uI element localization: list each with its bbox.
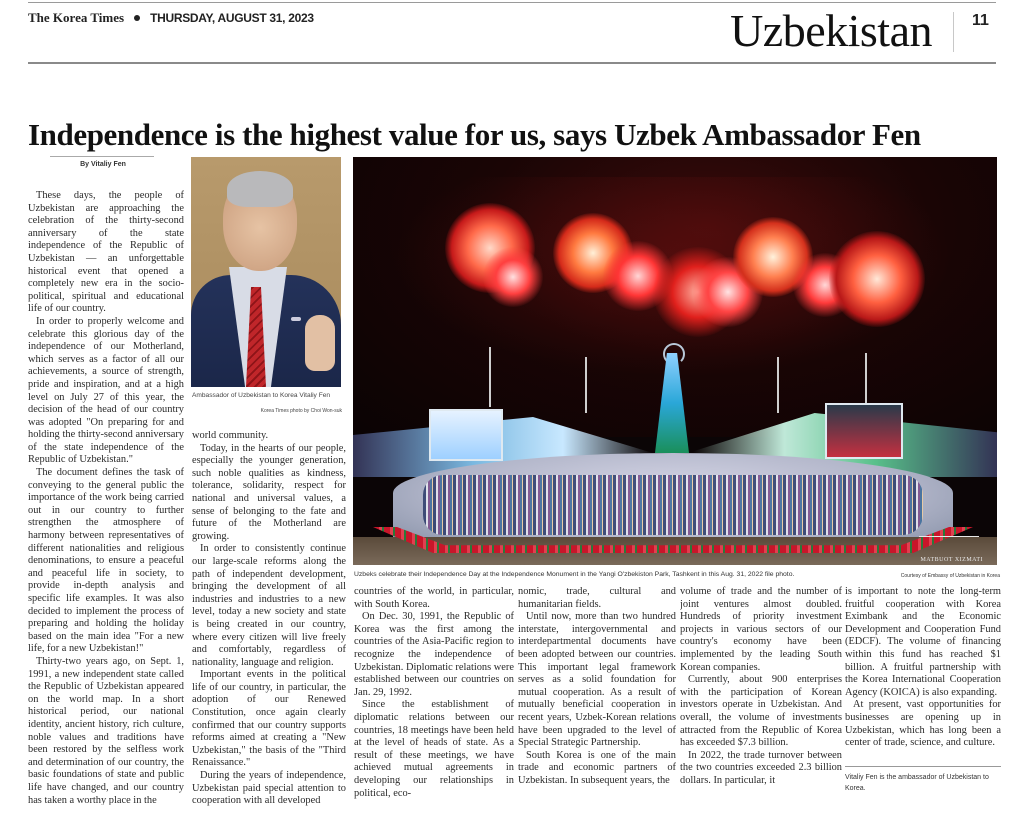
article-paragraph: Until now, more than two hundred interstate, intergovernmental and interdepartmental documents have been adopted between our countries. This important legal framework serves as a solid foundation for mutual cooperation. As a result of mutually beneficial cooperation in recent years, Uzbek-Korean relations have been upgraded to the level of Special Strategic Partnership. — [518, 611, 676, 749]
article-paragraph: In 2022, the trade turnover between the two countries exceeded 2.3 billion dollars. In particular, it — [680, 749, 842, 786]
article-paragraph: Important events in the political life of our country, in particular, the adoption of our Renewed Constitution, once again clearly confirmed that our country supports reforms aimed at creating a "New Uzbekistan," the basis of the "Third Renaissance." — [192, 669, 346, 769]
article-column-2 — [192, 430, 346, 808]
article-paragraph: Since the establishment of diplomatic relations between our countries, 18 meetings have been held at the level of heads of state. As a result of these meetings, we have achieved mutual agreements in developing our relationships in political, eco- — [354, 699, 514, 799]
light-pole — [489, 347, 491, 407]
independence-day-photo — [353, 157, 997, 565]
page-number-divider — [953, 12, 954, 52]
article-column-1 — [28, 190, 184, 805]
article-paragraph: These days, the people of Uzbekistan are approaching the celebration of the thirty-second anniversary of the state independence of the Republic of Uzbekistan — an unforgettable historical event that opened a completely new era in the socio-political, spiritual and educational life of our country. — [28, 190, 184, 315]
article-paragraph: Thirty-two years ago, on Sept. 1, 1991, a new independent state called the Republic of Uzbekistan appeared on the world map. In a short historical period, our national identity, ancient history, rich culture, noble values and traditions have been restored by the selfless work and determination of our country, the basic foundations of state and public life have changed, and our country has taken a worthy place in the — [28, 655, 184, 805]
hand-shape — [305, 315, 335, 371]
top-rule — [28, 2, 996, 3]
byline: By Vitaliy Fen — [80, 161, 126, 168]
article-column-5 — [680, 586, 842, 808]
portrait-credit: Korea Times photo by Choi Won-suk — [260, 408, 342, 414]
article-paragraph: volume of trade and the number of joint ventures almost doubled. Hundreds of priority investment projects in various sectors of our country's economy have been implemented by the leading South Korean companies. — [680, 586, 842, 673]
article-paragraph: Currently, about 900 enterprises with the participation of Korean investors operate in Uzbekistan. And overall, the volume of investments attracted from the Republic of Korea has exceeded $7.3 billion. — [680, 674, 842, 749]
article-paragraph: At present, vast opportunities for businesses are opening up in Uzbekistan, which has long been a center of trade, science, and culture. — [845, 699, 1001, 749]
light-pole — [777, 357, 779, 413]
masthead-rule — [28, 62, 996, 64]
article-paragraph: The document defines the task of conveying to the general public the importance of the work being carried out in our country to further strengthen the atmosphere of harmony between representatives of different nationalities and religious denominations, to ensure a peaceful and peaceful life in society, to provide in-depth analysis and specific life examples. It was also decided to implement the process of preparing and holding the holiday based on the main idea "For a new life, for a new Uzbekistan!" — [28, 467, 184, 655]
right-video-screen — [825, 403, 903, 459]
article-paragraph: During the years of independence, Uzbekistan paid special attention to cooperation with all developed — [192, 770, 346, 807]
article-headline: Independence is the highest value for us, says Uzbek Ambassador Fen — [28, 116, 921, 152]
article-column-6 — [845, 586, 1001, 756]
press-service-watermark: MATBUOT XIZMATI — [920, 557, 983, 563]
article-paragraph: countries of the world, in particular, with South Korea. — [354, 586, 514, 610]
lapel-pin-shape — [291, 317, 301, 321]
byline-rule — [50, 156, 154, 157]
article-column-4 — [518, 586, 676, 808]
page-number: 11 — [972, 12, 989, 29]
article-paragraph: In order to consistently continue our large-scale reforms along the path of independent development, bringing the development of all industries and industries to a new level, today a new society and state is being created in our country, where every citizen will live freely and comfortably, regardless of nationality, language and religion. — [192, 543, 346, 668]
bullet-icon — [134, 15, 140, 21]
ambassador-portrait-photo — [191, 157, 341, 387]
author-note-rule — [845, 766, 1001, 767]
firework-burst — [483, 247, 543, 307]
event-photo-credit: Courtesy of Embassy of Uzbekistan in Korea — [900, 573, 1000, 579]
article-paragraph: In order to properly welcome and celebrate this glorious day of the independence of our Motherland, which serves as a factor of all our achievements, a source of strength, pride and inspiration, and at a high level on July 27 of this year, the decision of the head of our country was adopted "On preparing for and holding the thirty-second anniversary of the state independence of the Republic of Uzbekistan." — [28, 315, 184, 466]
article-column-3 — [354, 586, 514, 808]
firework-burst — [829, 231, 925, 327]
event-photo-caption: Uzbeks celebrate their Independence Day at the Independence Monument in the Yangi O'zbekiston Park, Tashkent in this Aug. 31, 2022 file photo. — [354, 571, 795, 578]
newspaper-name: The Korea Times — [28, 10, 125, 25]
left-video-screen — [429, 409, 503, 461]
article-paragraph: On Dec. 30, 1991, the Republic of Korea was the first among the countries of the Asia-Pacific region to recognize the independence of Uzbekistan. Diplomatic relations were established between our countries on Jan. 29, 1992. — [354, 611, 514, 698]
section-title: Uzbekistan — [730, 5, 932, 56]
article-paragraph: Today, in the hearts of our people, especially the younger generation, such noble qualities as kindness, tolerance, solidarity, respect for national and universal values, a sense of belonging to the fate and future of the Motherland are growing. — [192, 442, 346, 542]
masthead — [28, 10, 314, 26]
light-pole — [585, 357, 587, 413]
author-note: Vitaliy Fen is the ambassador of Uzbekistan to Korea. — [845, 774, 989, 792]
press-service-logo — [919, 536, 979, 559]
article-paragraph: South Korea is one of the main trade and economic partners of Uzbekistan. In subsequent years, the — [518, 749, 676, 786]
issue-date: THURSDAY, AUGUST 31, 2023 — [150, 11, 314, 25]
hair-shape — [227, 171, 293, 207]
portrait-caption: Ambassador of Uzbekistan to Korea Vitaliy Fen — [192, 392, 331, 399]
article-paragraph: world community. — [192, 430, 269, 441]
article-paragraph: nomic, trade, cultural and humanitarian fields. — [518, 586, 676, 610]
article-paragraph: is important to note the long-term fruitful cooperation with Korea Eximbank and the Economic Development and Cooperation Fund (EDCF). The volume of financing within this fund has reached $1 billion. A fruitful partnership with the Korea International Cooperation Agency (KOICA) is also expanding. — [845, 586, 1001, 698]
crowd — [423, 475, 923, 535]
